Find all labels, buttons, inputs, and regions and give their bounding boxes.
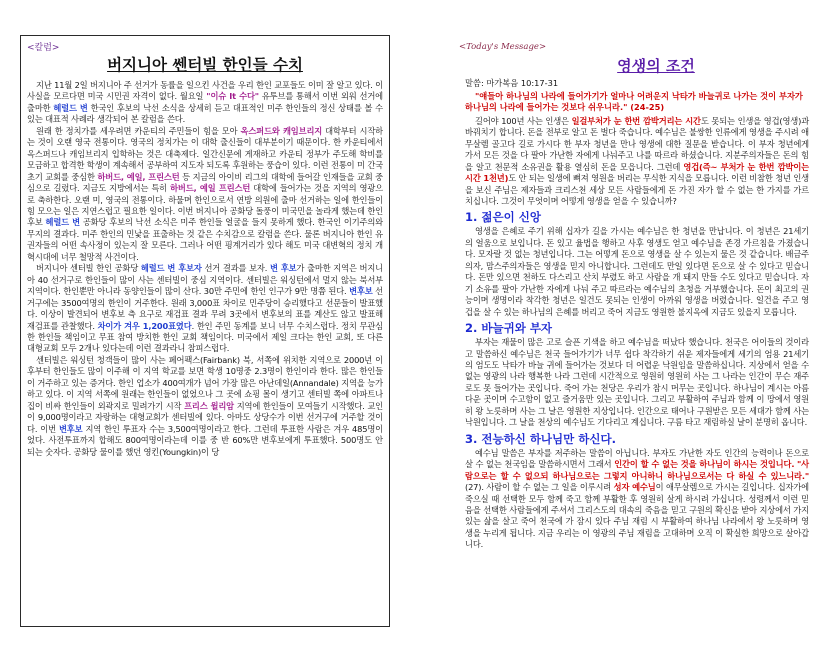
section-1-text: 영생을 은혜로 주기 위해 십자가 길을 가시는 예수님은 한 청년을 만납니다. 이 청년은 21세기의 얼움으로 보입니다. 돈 있고 율법을 행하고 사후 영생도 얻고 예수님을 존경 가르침을 가졌습니다. 모자랄 것 없는 청년입니다. 그는 어떻게 돈으로 영생을 살 수 있는지 물은 것 같습니다. 배금주의자, 맘스주의자들은 영생을 믿지 아니합니다. 그런데도 만일 있다면 돈으로 살 수 있다고 믿습니다. 돈만 있으면 천하도 다스리고 산치 부렸도 하고 사람을 개 돼지 만들 수도 있다고 믿습니다. 자기 소유를 팔아 가난한 자에게 나눠 주고 따르라는 예수님의 초청을 거부했습니다. 돈이 최고의 권능이며 생명이라 착각한 청년은 일건도 못되는 인생이 아까워 영생을 버렸습니다. 일건을 주고 영겁을 살 수 있는 하나님의 은혜를 버리고 죽어 지금도 영원한 불지옥에 지금도 있을지 모릅니다. [465, 226, 809, 317]
column-paragraph-2: 원래 한 정치가를 세우려면 카운티의 주민들이 힘을 모아 옥스퍼드와 캐임브리지 대학부터 시작하는 것이 오랜 영국 전통이다. 영국의 정치가는 이 대학 출신들이 대부분이기 때문이다. 한 카운티에서 옥스퍼드나 캐임브리지 입학하는 것은 대축제다. 일간신문에 게재하고 카운티 정부가 주도해 학비를 모금하고 합격한 학생이 계속해서 공부하여 지도자 되도록 후원하는 풍습이 있다. 이런 전통이 미 간국 초기 교회를 중심한 하버드, 예일, 프린스턴 등 지금의 아이비 리그의 대학에 들어갈 인재들을 교회 중심으로 길렀다. 지금도 지방에서는 특히 하버드, 예일 프린스턴 대학에 들어가는 것을 지역의 영광으로 축하한다. 오랜 미, 영국의 전통이다. 하물며 한인으로서 연방 의원에 출마 선거하는 일에 한인들이 힘 모으는 일은 지연스럽고 필요한 일이다. 이번 버지니아 공화당 돌풍이 미국민을 놀라게 했는데 한인 후보 헤럴드 변 공화당 후보의 낙선 소식은 미주 한인들 얼굴을 들지 못하게 했다. 한국인 이기주의와 무지의 결과다. 미주 한인의 민낯을 표출하는 것 같은 수치감으로 칼럼을 쓴다. 물론 버지니아 한인 유권자들의 어떤 속사정이 있는지 잘 모른다. 그러나 어떤 핑계거리가 있다 해도 미국 대변혁의 정치 개혁시대에 너무 철망적 사건이다. [27, 125, 383, 262]
section-heading-1: 1. 젊은이 신앙 [465, 210, 541, 225]
column-tag: <칼럼> [27, 43, 60, 53]
scripture-verse: "얘들아 하나님의 나라에 들어가기가 얼마나 어려운지 낙타가 바늘귀로 나가는 것이 부자가 하나님의 나라에 들어가는 것보다 쉬우니라." (24-25) [465, 91, 803, 113]
section-3-text: 예수님 말씀은 부자를 저주하는 말씀이 아닙니다. 부자도 가난한 자도 인간의 능력이나 돈으로 살 수 없는 천국임을 말씀하시면서 그래서 인간이 할 수 없는 것을 하나님이 하시는 것입니다. "사람으로는 할 수 없으되 하나님으로는 그렇지 아니하니 하나님으로서는 다 하실 수 있느니라." (27). 사람이 할 수 없는 그 일을 이루시려 성자 예수님이 애무살렘으로 가시는 길입니다. 십자가에 죽으실 때 선택한 모두 함께 죽고 함께 부활한 후 영원히 살게 하시려 가십니다. 성령께서 이런 믿음을 선택한 사람들에게 주셔서 그리스도의 대속의 죽음을 믿고 구원의 확신을 받아 지상에서 가지 있는 삶을 살고 죽어 천국에 가 잠시 있다 주님 재림 시 부활하여 하나님 나라에서 왕 노릇하며 영생을 누리게 됩니다. 지금 우리는 이 영광의 주님 재림을 고대하며 오직 이 확실한 희망으로 살아갑니다. [465, 447, 809, 550]
section-heading-2: 2. 바늘귀와 부자 [465, 321, 553, 336]
column-box [20, 35, 390, 627]
message-intro: 길어야 100년 사는 인생은 일걸부처가 눈 한번 깜박거리는 시간도 못되는 인생을 영겁(영생)과 바꿔치기 합니다. 돈을 전부로 알고 돈 벌다 죽습니다. 예수님은 불쌍한 인류에게 영생을 주시려 애무살렘 골고다 길로 가시다 한 부자 청년을 만나 영생에 대한 질문을 받습니다. 이 부자 청년에게 가서 모든 것을 다 팔아 가난한 자에게 나눠주고 나를 따르라 하셨습니다. 지분주의자들은 돈의 힘을 알고 천문적 소유권을 활용 열심히 돈을 모읍니다. 그런데 영겁(즉~ 부처가 눈 한번 깜박이는 시간 1천년)도 안 되는 일생에 뼈져 영원을 버리는 무식한 지식을 모릅니다. 이런 비참한 청년 인생을 보신 주님은 제자들과 크리스천 세상 모든 사람들에게 돈 가진 자가 할 수 없는 한 가지를 가르치십니다. 그것이 무엇이며 어떻게 영생을 얻을 수 있습니까? [465, 115, 810, 206]
section-2-text: 부자는 재물이 많은 고로 슬픈 기색을 하고 예수님을 떠났다 했습니다. 천국은 어이들의 것이라고 말씀하신 예수님은 천국 들어가기가 너무 쉽다 착각하기 쉬운 제자들에게 세기의 엄용 21세기의 엄도도 낙타가 바늘 귀에 들어가는 것보다 더 어렵운 낙원임을 말씀하십니다. 지상에서 얻을 수 없는 영광의 나라 행복한 나라 그런데 시간적으로 영원히 영원히 사는 그 나라는 인간이 무슨 재주로도 못 들어가는 곳입니다. 죽어 가는 천당은 우리가 참시 머무는 곳입니다. 하나님이 계시는 아름다운 곳이며 수고함이 없고 즐거움만 있는 곳입니다. 그리고 부활하여 주님과 함께 이 땅에서 영원히 왕 노릇하며 사는 그 날은 영원한 지상입니다. 인간으로 태어나 구원받은 모든 세대가 함께 사는 낙원입니다. 그 날을 천상의 예수님도 기다리고 계십니다. 구름 타고 재림하실 날이 분명히 옵니다. [465, 337, 809, 428]
section-heading-3: 3. 전능하신 하나님만 하신다. [465, 431, 616, 446]
message-tag: <Today's Message> [459, 42, 547, 52]
message-title: 영생의 조건 [617, 57, 695, 75]
column-paragraph-3: 버지니아 센터빌 한인 공화당 헤럴드 변 후보자 선거 결과를 보자. 변 후보가 출마한 지역은 버지니아 40 선거구로 한인들이 많이 사는 센터빌이 중심 지역이다. 센터빌은 워싱턴에서 멀지 않는 북서부 지역이다. 한인뿐만 아니라 동양인들이 많이 산다. 30만 주민에 한인 인구가 9만 명쯤 된다. 변후보 선거구에는 3500여명의 한인이 거주한다. 원래 3,000표 차이로 민주당이 승리했다고 선문들이 발표했다. 이상이 발견되어 변후보 측 요구로 재검표 결과 무려 3곳에서 변후보의 표를 계산도 않고 발표해 재검표를 관찰했다. 차이가 겨우 1,200표였다. 한인 주민 동계를 보니 너무 수치스럽다. 정치 무관심한 한인들 책임이고 무표 참여 방치한 한인 교회 책임이다. 미국에서 제일 크다는 한인 교회, 또 다른 대형교회 모두 2개나 있다는데 이런 결과라니 참피스럽다. [27, 263, 383, 354]
column-title: 버지니아 쎈터빌 한인들 수치 [107, 56, 303, 74]
column-paragraph-1: 지난 11월 2일 버지니아 주 선거가 동률을 일으킨 사건을 우리 한인 교포들도 이미 잘 알고 있다. 이 사실을 모르다면 미국 시민권 자격이 없다. 월요일 "이슈 It 수다" 유투브를 통해서 이번 외워 선거에 출마한 헤럴드 변 한국인 후보의 낙선 소식을 상세히 듣고 대표적인 미주 한인들의 정신 상태를 볼 수 있는 대표적 사례라 생각되어 본 칼럼을 쓴다. [27, 80, 384, 125]
scripture-reference: 말씀: 마가복음 10:17-31 [465, 78, 559, 88]
column-paragraph-4: 센터빌은 워싱턴 청객들이 많이 사는 페어팩스(Fairbank) 북, 서쪽에 위치한 지역으로 2000년 이후부터 한인들도 많이 이주해 이 지역 학교를 보면 학생 10명중 2.3명이 한인이라 한다. 많은 한인들이 거주하고 있는 증거다. 한인 업소가 400여개가 넘어 가장 많은 아난데일(Annandale) 지역을 능가하고 있다. 이 지역 서쪽에 원래는 한인들이 없었으나 그 곳에 쇼핑 몰이 생기고 센터빌 쪽에 아파트나 집이 비싸 한인들이 외곽지로 밀려가기 시작 프리스 윌리암 지역에 한인들이 모여들기 시작했다. 교인이 9,000명이라고 자랑하는 대형교회가 센터빌에 있다. 아마도 상당수가 이번 선거구에 거주할 것이다. 이번 변후보 지역 한인 투표자 수는 3,500여명이라고 한다. 그런데 투표한 사람은 겨우 485명이었다. 사전투표까지 합해도 800여명이라는데 이를 중 반 60%만 변후보에게 투표했다. 500명도 안 되는 숫자다. 공화당 물이를 했던 영킨(Youngkin)이 당 [27, 354, 383, 457]
right-page [418, 0, 835, 645]
message-body [465, 78, 809, 551]
